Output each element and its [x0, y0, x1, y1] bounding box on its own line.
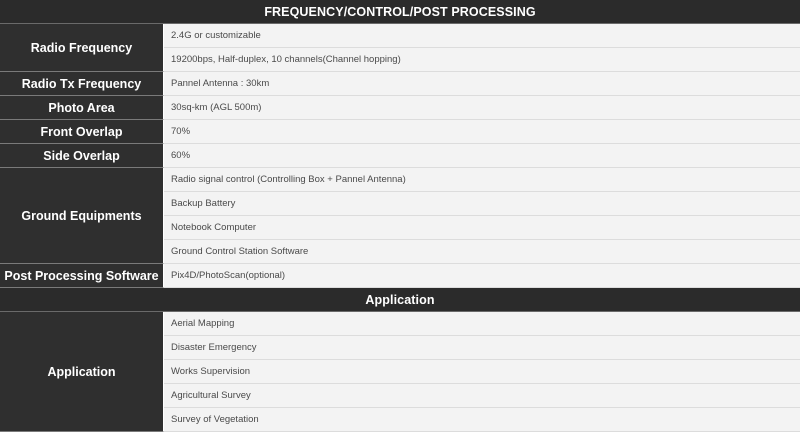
spec-value: Agricultural Survey	[164, 384, 800, 408]
spec-label-radio-tx-frequency: Radio Tx Frequency	[0, 72, 164, 96]
section-header-row	[0, 0, 800, 24]
spec-label-side-overlap: Side Overlap	[0, 144, 164, 168]
spec-label-photo-area: Photo Area	[0, 96, 164, 120]
spec-value: Pix4D/PhotoScan(optional)	[164, 264, 800, 288]
section-title-application: Application	[0, 288, 800, 312]
spec-row-post-processing-software	[0, 264, 800, 288]
spec-value: Pannel Antenna : 30km	[164, 72, 800, 96]
section-header-row	[0, 288, 800, 312]
spec-row-ground-equipments	[0, 168, 800, 192]
spec-row-radio-tx-frequency	[0, 72, 800, 96]
spec-label-application: Application	[0, 312, 164, 432]
spec-row-photo-area	[0, 96, 800, 120]
spec-label-post-processing-software: Post Processing Software	[0, 264, 164, 288]
section-title-frequency: FREQUENCY/CONTROL/POST PROCESSING	[0, 0, 800, 24]
spec-row-application	[0, 312, 800, 336]
spec-value: Notebook Computer	[164, 216, 800, 240]
spec-value: Ground Control Station Software	[164, 240, 800, 264]
spec-value: 30sq-km (AGL 500m)	[164, 96, 800, 120]
spec-value: Survey of Vegetation	[164, 408, 800, 432]
spec-row-front-overlap	[0, 120, 800, 144]
spec-value: Backup Battery	[164, 192, 800, 216]
spec-value: Radio signal control (Controlling Box + Pannel Antenna)	[164, 168, 800, 192]
spec-value: Disaster Emergency	[164, 336, 800, 360]
spec-value: 2.4G or customizable	[164, 24, 800, 48]
spec-row-side-overlap	[0, 144, 800, 168]
spec-value: 19200bps, Half-duplex, 10 channels(Channel hopping)	[164, 48, 800, 72]
spec-label-ground-equipments: Ground Equipments	[0, 168, 164, 264]
spec-row-radio-frequency	[0, 24, 800, 48]
spec-label-radio-frequency: Radio Frequency	[0, 24, 164, 72]
spec-value: Aerial Mapping	[164, 312, 800, 336]
spec-value: 60%	[164, 144, 800, 168]
spec-value: Works Supervision	[164, 360, 800, 384]
spec-label-front-overlap: Front Overlap	[0, 120, 164, 144]
spec-value: 70%	[164, 120, 800, 144]
